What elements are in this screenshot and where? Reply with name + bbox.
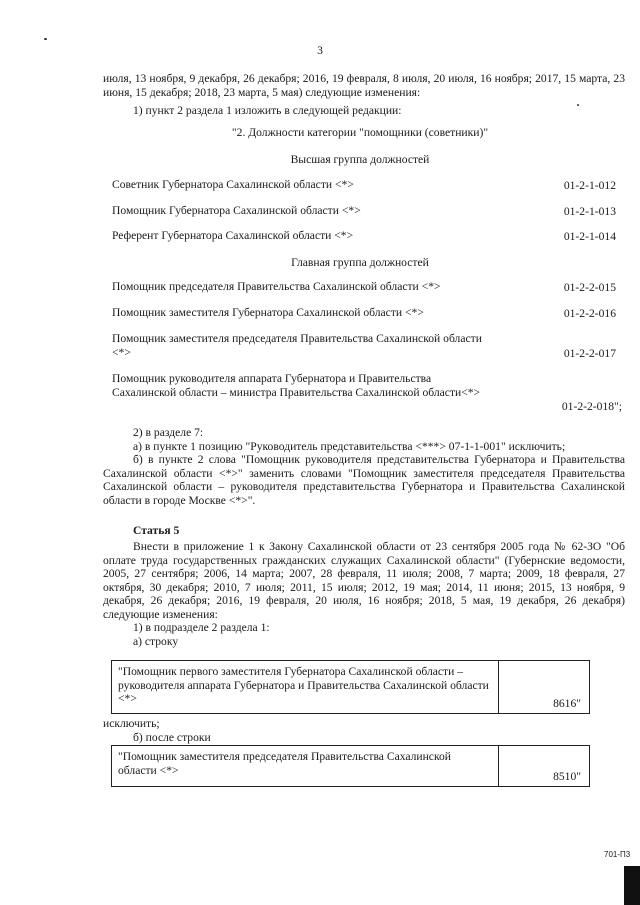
position-name: Референт Губернатора Сахалинской области <*> [112, 229, 354, 242]
page-number: 3 [317, 44, 323, 57]
article-5 [103, 524, 625, 538]
exclude-line: исключить; [103, 717, 160, 730]
position-row [112, 204, 622, 218]
position-row [112, 229, 622, 243]
group-top-heading: Высшая группа должностей [290, 153, 430, 166]
position-name: Помощник председателя Правительства Сахалинской области <*> [112, 280, 441, 293]
item-1-text: 1) пункт 2 раздела 1 изложить в следующей редакции: [133, 104, 402, 117]
sub-1a-text: а) строку [133, 634, 179, 648]
table-row-first [111, 660, 590, 714]
intro-paragraph [103, 72, 625, 99]
item-2b-text: б) в пункте 2 слова "Помощник руководителя представительства Губернатора и Правительства Сахалинской области <*>" заменить словами "Помощник заместителя председателя Правительства Сахалинской области – руководителя представительства Губернатора и Правительства Сахалинской области в городе Москве <*>". [103, 453, 625, 507]
position-code: 01-2-1-012 [563, 178, 616, 192]
position-row [112, 372, 622, 413]
item-2 [103, 426, 625, 507]
table-cell-value: 8616" [553, 696, 581, 710]
position-code: 01-2-2-018"; [561, 399, 622, 413]
position-row [112, 280, 622, 294]
sub-1-text: 1) в подразделе 2 раздела 1: [133, 621, 270, 634]
position-code: 01-2-1-013 [563, 204, 616, 218]
table-row-second [111, 745, 590, 787]
document-stamp: 701-П3 [604, 850, 631, 859]
position-name: Помощник заместителя Губернатора Сахалинской области <*> [112, 306, 424, 319]
position-name: Помощник руководителя аппарата Губернатора и Правительства Сахалинской области – министра Правительства Сахалинской области<*> [112, 372, 481, 399]
position-row [112, 306, 622, 320]
position-code: 01-2-2-016 [563, 306, 616, 320]
section-title: "2. Должности категории "помощники (советники)" [231, 126, 489, 139]
scan-edge-mark [624, 866, 640, 905]
table-cell-value: 8510" [553, 769, 581, 783]
position-code: 01-2-2-015 [563, 280, 616, 294]
position-row [112, 332, 622, 360]
table-cell-name: "Помощник первого заместителя Губернатора Сахалинской области – руководителя аппарата Губернатора и Правительства Сахалинской области <*> [112, 661, 499, 713]
intro-line: июля, 13 ноября, 9 декабря, 26 декабря; 2016, 19 февраля, 8 июля, 20 июля, 16 ноября; 2017, 15 марта, 23 июня, 15 декабря; 2018, 23 марта, 5 мая) следующие изменения: [103, 72, 625, 99]
group-main-heading: Главная группа должностей [291, 256, 429, 269]
position-name: Помощник заместителя председателя Правительства Сахалинской области <*> [112, 332, 482, 359]
position-code: 01-2-1-014 [563, 229, 616, 243]
item-2a-text: а) в пункте 1 позицию "Руководитель представительства <***> 07-1-1-001" исключить; [133, 439, 566, 453]
sub-1b-text: б) после строки [133, 731, 211, 744]
article-text: Внести в приложение 1 к Закону Сахалинской области от 23 сентября 2005 года № 62-ЗО "Об оплате труда государственных гражданских служащих Сахалинской области" (Губернские ведомости, 2005, 27 сентября; 2006, 14 марта; 2007, 28 февраля, 11 июля; 2008, 7 марта; 2009, 18 февраля, 27 октября, 30 декабря; 2010, 7 июля; 2011, 15 июля; 2012, 19 мая; 2014, 11 июня; 2015, 13 ноября, 9 декабря, 26 декабря; 2016, 19 февраля, 20 июля, 16 ноября; 2018, 5 мая, 19 декабря, 26 декабря) следующие изменения: [103, 540, 625, 621]
article-body [103, 540, 625, 648]
table-cell-name: "Помощник заместителя председателя Правительства Сахалинской области <*> [112, 746, 499, 786]
scan-speck [44, 38, 47, 40]
position-code: 01-2-2-017 [563, 346, 616, 360]
sub-1b [103, 731, 625, 745]
article-title: Статья 5 [133, 524, 180, 537]
position-row [112, 178, 622, 192]
position-name: Советник Губернатора Сахалинской области <*> [112, 178, 354, 191]
item-1 [103, 104, 625, 118]
scan-speck [577, 104, 579, 106]
position-name: Помощник Губернатора Сахалинской области <*> [112, 204, 361, 217]
item-2-text: 2) в разделе 7: [133, 426, 204, 439]
